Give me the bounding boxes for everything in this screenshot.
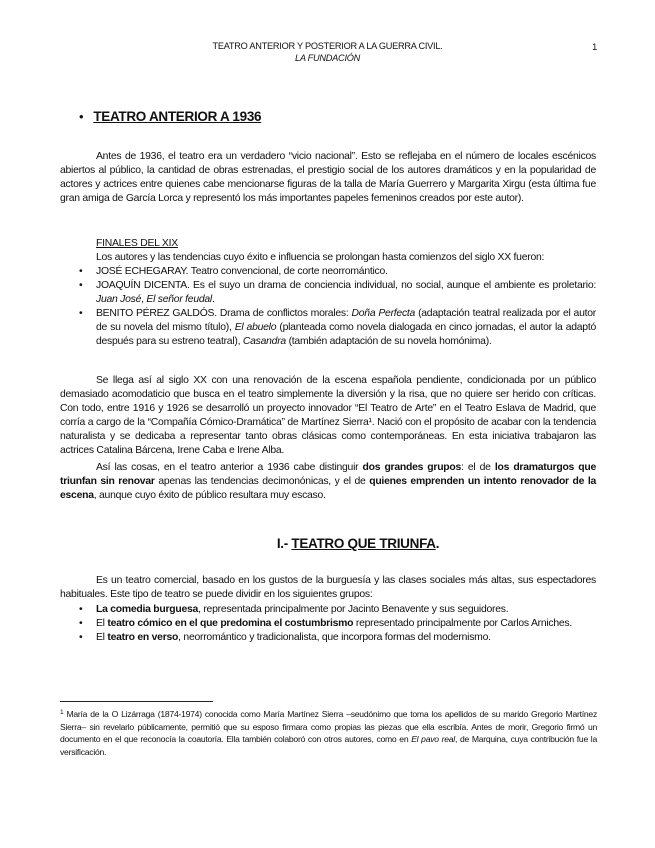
list-item: • La comedia burguesa, representada principalmente por Jacinto Benavente y sus seguidores. — [79, 604, 509, 615]
section1-heading — [79, 110, 261, 126]
bullet-icon: • — [79, 618, 83, 629]
bullet-icon: • — [79, 266, 83, 277]
bullet-icon: • — [79, 109, 84, 124]
bullet-icon: • — [79, 280, 83, 291]
finales-heading: FINALES DEL XIX — [96, 238, 178, 249]
section1-title: TEATRO ANTERIOR A 1936 — [93, 109, 262, 124]
bullet-icon: • — [79, 604, 83, 615]
header-title: TEATRO ANTERIOR Y POSTERIOR A LA GUERRA CIVIL. — [212, 41, 443, 51]
section2-intro-paragraph: Es un teatro comercial, basado en los gustos de la burguesía y las clases sociales más altas, sus espectadores habituales. Este tipo de teatro se puede dividir en los siguientes grupos: — [60, 575, 596, 600]
work-title: Juan José — [96, 294, 142, 305]
bullet-icon: • — [79, 308, 83, 319]
finales-lead: Los autores y las tendencias cuyo éxito e influencia se prolongan hasta comienzos del siglo XX fueron: — [96, 252, 545, 263]
list-item: • JOAQUÍN DICENTA. Es el suyo un drama de conciencia individual, no social, aunque el ambiente es proletario: Juan José, El señor feudal. — [79, 280, 596, 305]
list-item: • BENITO PÉREZ GALDÓS. Drama de conflictos morales: Doña Perfecta (adaptación teatral realizada por el autor de su novela del mismo título), El abuelo (planteada como novela dialogada en cinco jornadas, el autor la adaptó después para su estreno teatral), Casandra (también adaptación de su novela homónima). — [79, 308, 596, 347]
running-header — [60, 40, 595, 64]
work-title: El abuelo — [234, 322, 277, 333]
section2-title: TEATRO QUE TRIUNFA — [291, 536, 436, 551]
page-number: 1 — [592, 42, 597, 52]
work-title: El señor feudal — [146, 294, 212, 305]
footnote-mark: 1 — [60, 709, 64, 716]
list-item: • JOSÉ ECHEGARAY. Teatro convencional, de corte neorromántico. — [79, 266, 388, 277]
bullet-icon: • — [79, 632, 83, 643]
list-item: • El teatro en verso, neorromántico y tradicionalista, que incorpora formas del modernismo. — [79, 632, 491, 643]
work-title: Casandra — [242, 336, 286, 347]
section2-heading: I.- TEATRO QUE TRIUNFA. — [276, 536, 440, 551]
footnote: $^1$ María de la O Lizárraga (1874-1974) conocida como María Martínez Sierra –seudónimo que toma los apellidos de su marido Gregorio Martínez Sierra– sin revelarlo públicamente, permitió que su esposo firmara como propias las piezas que ella escribía. Antes de morir, Gregorio firmó un documento en el que reconocía la coautoría. Ella también colaboró con otros autores, como en El pavo real, de Marquina, cuya contribución fue la versificación. — [60, 709, 597, 757]
footnote-separator — [60, 701, 213, 702]
finales-list — [79, 265, 596, 349]
list-item: • El teatro cómico en el que predomina el costumbrismo representado principalmente por Carlos Arniches. — [79, 618, 573, 629]
section1-paragraph-3: Así las cosas, en el teatro anterior a 1936 cabe distinguir dos grandes grupos: el de los dramaturgos que triunfan sin renovar apenas las tendencias decimonónicas, y el de quienes emprenden un intento renovador de la escena, aunque cuyo éxito de público resultara muy escaso. — [60, 462, 596, 501]
section1-paragraph-2: Se llega así al siglo XX con una renovación de la escena española pendiente, condicionada por un público demasiado acomodaticio que busca en el teatro simplemente la diversión y la risa, que no quiere ser herido con críticas. Con todo, entre 1916 y 1926 se desarrolló un proyecto innovador “El Teatro de Arte” en el Teatro Eslava de Madrid, que corría a cargo de la “Compañía Cómico-Dramática” de Martínez Sierra¹. Nació con el propósito de acabar con la tendencia naturalista y se dedicaba a representar tanto obras clásicas como contemporáneas. En esta iniciativa trabajaron las actrices Catalina Bárcena, Irene Caba e Irene Alba. — [60, 375, 596, 456]
header-subtitle: LA FUNDACIÓN — [294, 53, 361, 63]
work-title: Doña Perfecta — [351, 308, 416, 319]
work-title: El pavo real — [411, 734, 455, 744]
section2-list — [79, 603, 596, 645]
section1-intro-paragraph: Antes de 1936, el teatro era un verdadero “vicio nacional”. Esto se reflejaba en el número de locales escénicos abiertos al público, la cantidad de obras estrenadas, el prestigio social de los autores dramáticos y en la popularidad de actores y actrices entre quienes cabe mencionarse figuras de la talla de María Guerrero y Margarita Xirgu (esta última fue gran amiga de García Lorca y representó los más importantes papeles femeninos creados por este autor). — [60, 151, 596, 204]
